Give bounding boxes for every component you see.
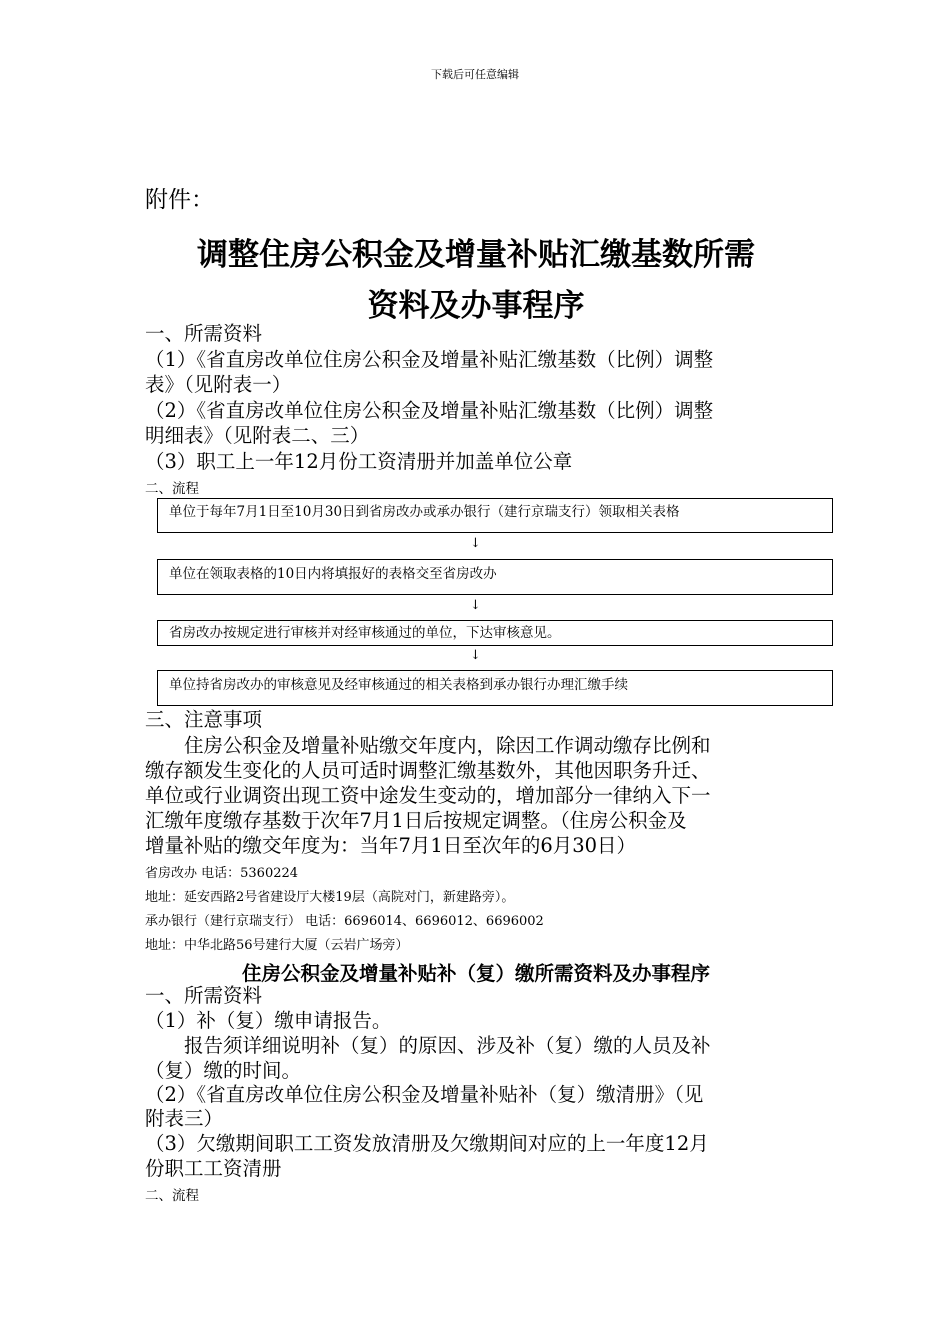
part2-section1-heading: 一、所需资料 — [145, 984, 263, 1007]
contact-line: 地址：延安西路2号省建设厅大楼19层（高院对门，新建路旁）。 — [145, 890, 515, 905]
attachment-label: 附件： — [145, 187, 214, 213]
section1-item: （1）《省直房改单位住房公积金及增量补贴汇缴基数（比例）调整 — [145, 348, 714, 371]
part2-section1-item: （2）《省直房改单位住房公积金及增量补贴补（复）缴清册》（见 — [145, 1083, 704, 1106]
section1-item: （2）《省直房改单位住房公积金及增量补贴汇缴基数（比例）调整 — [145, 399, 714, 422]
section3-paragraph-line: 单位或行业调资出现工资中途发生变动的，增加部分一律纳入下一 — [145, 784, 711, 807]
header-note: 下载后可任意编辑 — [431, 68, 519, 81]
part2-section1-item: （1）补（复）缴申请报告。 — [145, 1009, 392, 1032]
flow-arrow-icon: ↓ — [470, 648, 481, 663]
part2-section2-heading: 二、流程 — [145, 1188, 199, 1204]
section3-heading: 三、注意事项 — [145, 708, 263, 731]
section3-paragraph-line: 住房公积金及增量补贴缴交年度内，除因工作调动缴存比例和 — [145, 734, 711, 757]
flow-step-4: 单位持省房改办的审核意见及经审核通过的相关表格到承办银行办理汇缴手续 — [157, 670, 833, 706]
part2-section1-item: 份职工工资清册 — [145, 1157, 282, 1180]
section3-paragraph-line: 增量补贴的缴交年度为：当年7月1日至次年的6月30日） — [145, 834, 637, 857]
part2-section1-item: （3）欠缴期间职工工资发放清册及欠缴期间对应的上一年度12月 — [145, 1132, 709, 1155]
contact-line: 承办银行（建行京瑞支行） 电话：6696014、6696012、6696002 — [145, 914, 544, 929]
flow-step-3: 省房改办按规定进行审核并对经审核通过的单位，下达审核意见。 — [157, 620, 833, 646]
section2-heading: 二、流程 — [145, 481, 199, 497]
part2-section1-item: （复）缴的时间。 — [145, 1059, 302, 1082]
contact-line: 省房改办 电话：5360224 — [145, 866, 299, 881]
section1-item: （3）职工上一年12月份工资清册并加盖单位公章 — [145, 450, 573, 473]
section1-item: 表》（见附表一） — [145, 373, 292, 396]
part2-section1-item: 附表三） — [145, 1107, 224, 1130]
flow-step-1: 单位于每年7月1日至10月30日到省房改办或承办银行（建行京瑞支行）领取相关表格 — [157, 498, 833, 533]
document-title-line2: 资料及办事程序 — [367, 288, 585, 324]
section3-paragraph-line: 缴存额发生变化的人员可适时调整汇缴基数外，其他因职务升迁、 — [145, 759, 711, 782]
section1-item: 明细表》（见附表二、三） — [145, 424, 370, 447]
second-title: 住房公积金及增量补贴补（复）缴所需资料及办事程序 — [241, 962, 710, 985]
document-title-line1: 调整住房公积金及增量补贴汇缴基数所需 — [197, 237, 755, 273]
contact-line: 地址：中华北路56号建行大厦（云岩广场旁） — [145, 938, 409, 953]
part2-section1-item: 报告须详细说明补（复）的原因、涉及补（复）缴的人员及补 — [145, 1034, 711, 1057]
section3-paragraph-line: 汇缴年度缴存基数于次年7月1日后按规定调整。（住房公积金及 — [145, 809, 687, 832]
section1-heading: 一、所需资料 — [145, 322, 263, 345]
flow-arrow-icon: ↓ — [470, 598, 481, 613]
flow-step-2: 单位在领取表格的10日内将填报好的表格交至省房改办 — [157, 559, 833, 595]
flow-arrow-icon: ↓ — [470, 536, 481, 551]
